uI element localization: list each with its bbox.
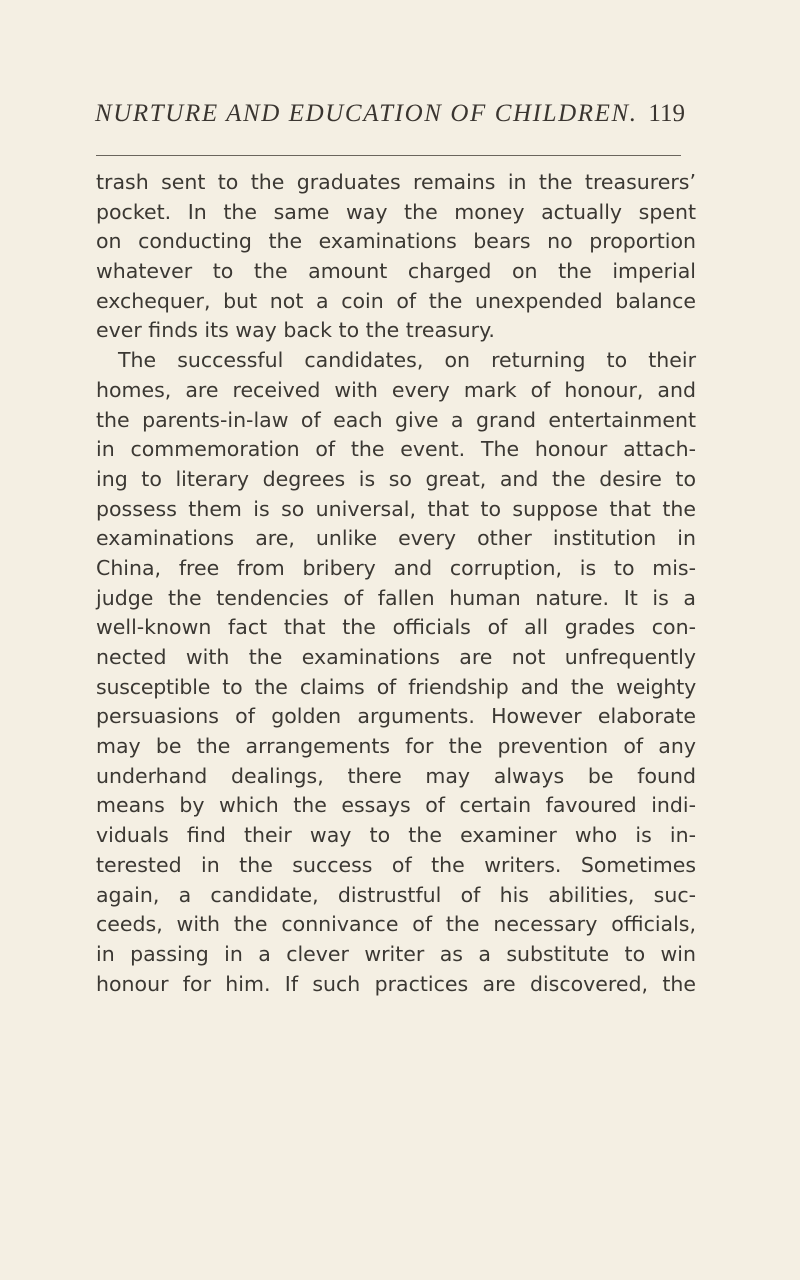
text-line: ever finds its way back to the treasury.	[96, 318, 495, 343]
running-title: NURTURE AND EDUCATION OF CHILDREN.	[95, 100, 638, 127]
text-line: homes, are received with every mark of honour, and	[96, 377, 696, 402]
page-number: 119	[648, 100, 685, 127]
text-line: viduals find their way to the examiner who is in-	[96, 823, 696, 848]
text-line: ing to literary degrees is so great, and the desire to	[96, 466, 696, 491]
text-line: persuasions of golden arguments. However elaborate	[96, 704, 696, 729]
text-line: in passing in a clever writer as a substitute to win	[96, 941, 696, 966]
text-line: the parents-in-law of each give a grand entertainment	[96, 407, 696, 432]
body-text	[96, 168, 696, 999]
text-line: well-known fact that the officials of all grades con-	[96, 615, 696, 640]
text-line: possess them is so universal, that to suppose that the	[96, 496, 696, 521]
text-line: on conducting the examinations bears no proportion	[96, 229, 696, 254]
text-line: The successful candidates, on returning to their	[118, 348, 696, 373]
text-line: pocket. In the same way the money actually spent	[96, 199, 696, 224]
text-line: underhand dealings, there may always be found	[96, 763, 696, 788]
text-line: nected with the examinations are not unfrequently	[96, 645, 696, 669]
text-line: exchequer, but not a coin of the unexpended balance	[96, 288, 696, 313]
text-line: susceptible to the claims of friendship and the weighty	[96, 674, 696, 699]
running-head	[95, 100, 685, 140]
header-rule	[96, 155, 681, 156]
text-line: judge the tendencies of fallen human nature. It is a	[96, 585, 696, 610]
text-line: examinations are, unlike every other institution in	[96, 526, 696, 551]
text-line: ceeds, with the connivance of the necessary officials,	[96, 912, 696, 937]
text-line: may be the arrangements for the prevention of any	[96, 734, 696, 759]
text-line: terested in the success of the writers. Sometimes	[96, 852, 696, 877]
text-line: in commemoration of the event. The honour attach-	[96, 437, 696, 462]
text-line: China, free from bribery and corruption, is to mis-	[96, 555, 696, 580]
text-line: honour for him. If such practices are discovered, the	[96, 971, 696, 996]
text-line: trash sent to the graduates remains in the treasurers’	[96, 170, 696, 194]
text-line: means by which the essays of certain favoured indi-	[96, 793, 696, 818]
text-line: again, a candidate, distrustful of his abilities, suc-	[96, 882, 696, 907]
text-line: whatever to the amount charged on the imperial	[96, 259, 696, 284]
